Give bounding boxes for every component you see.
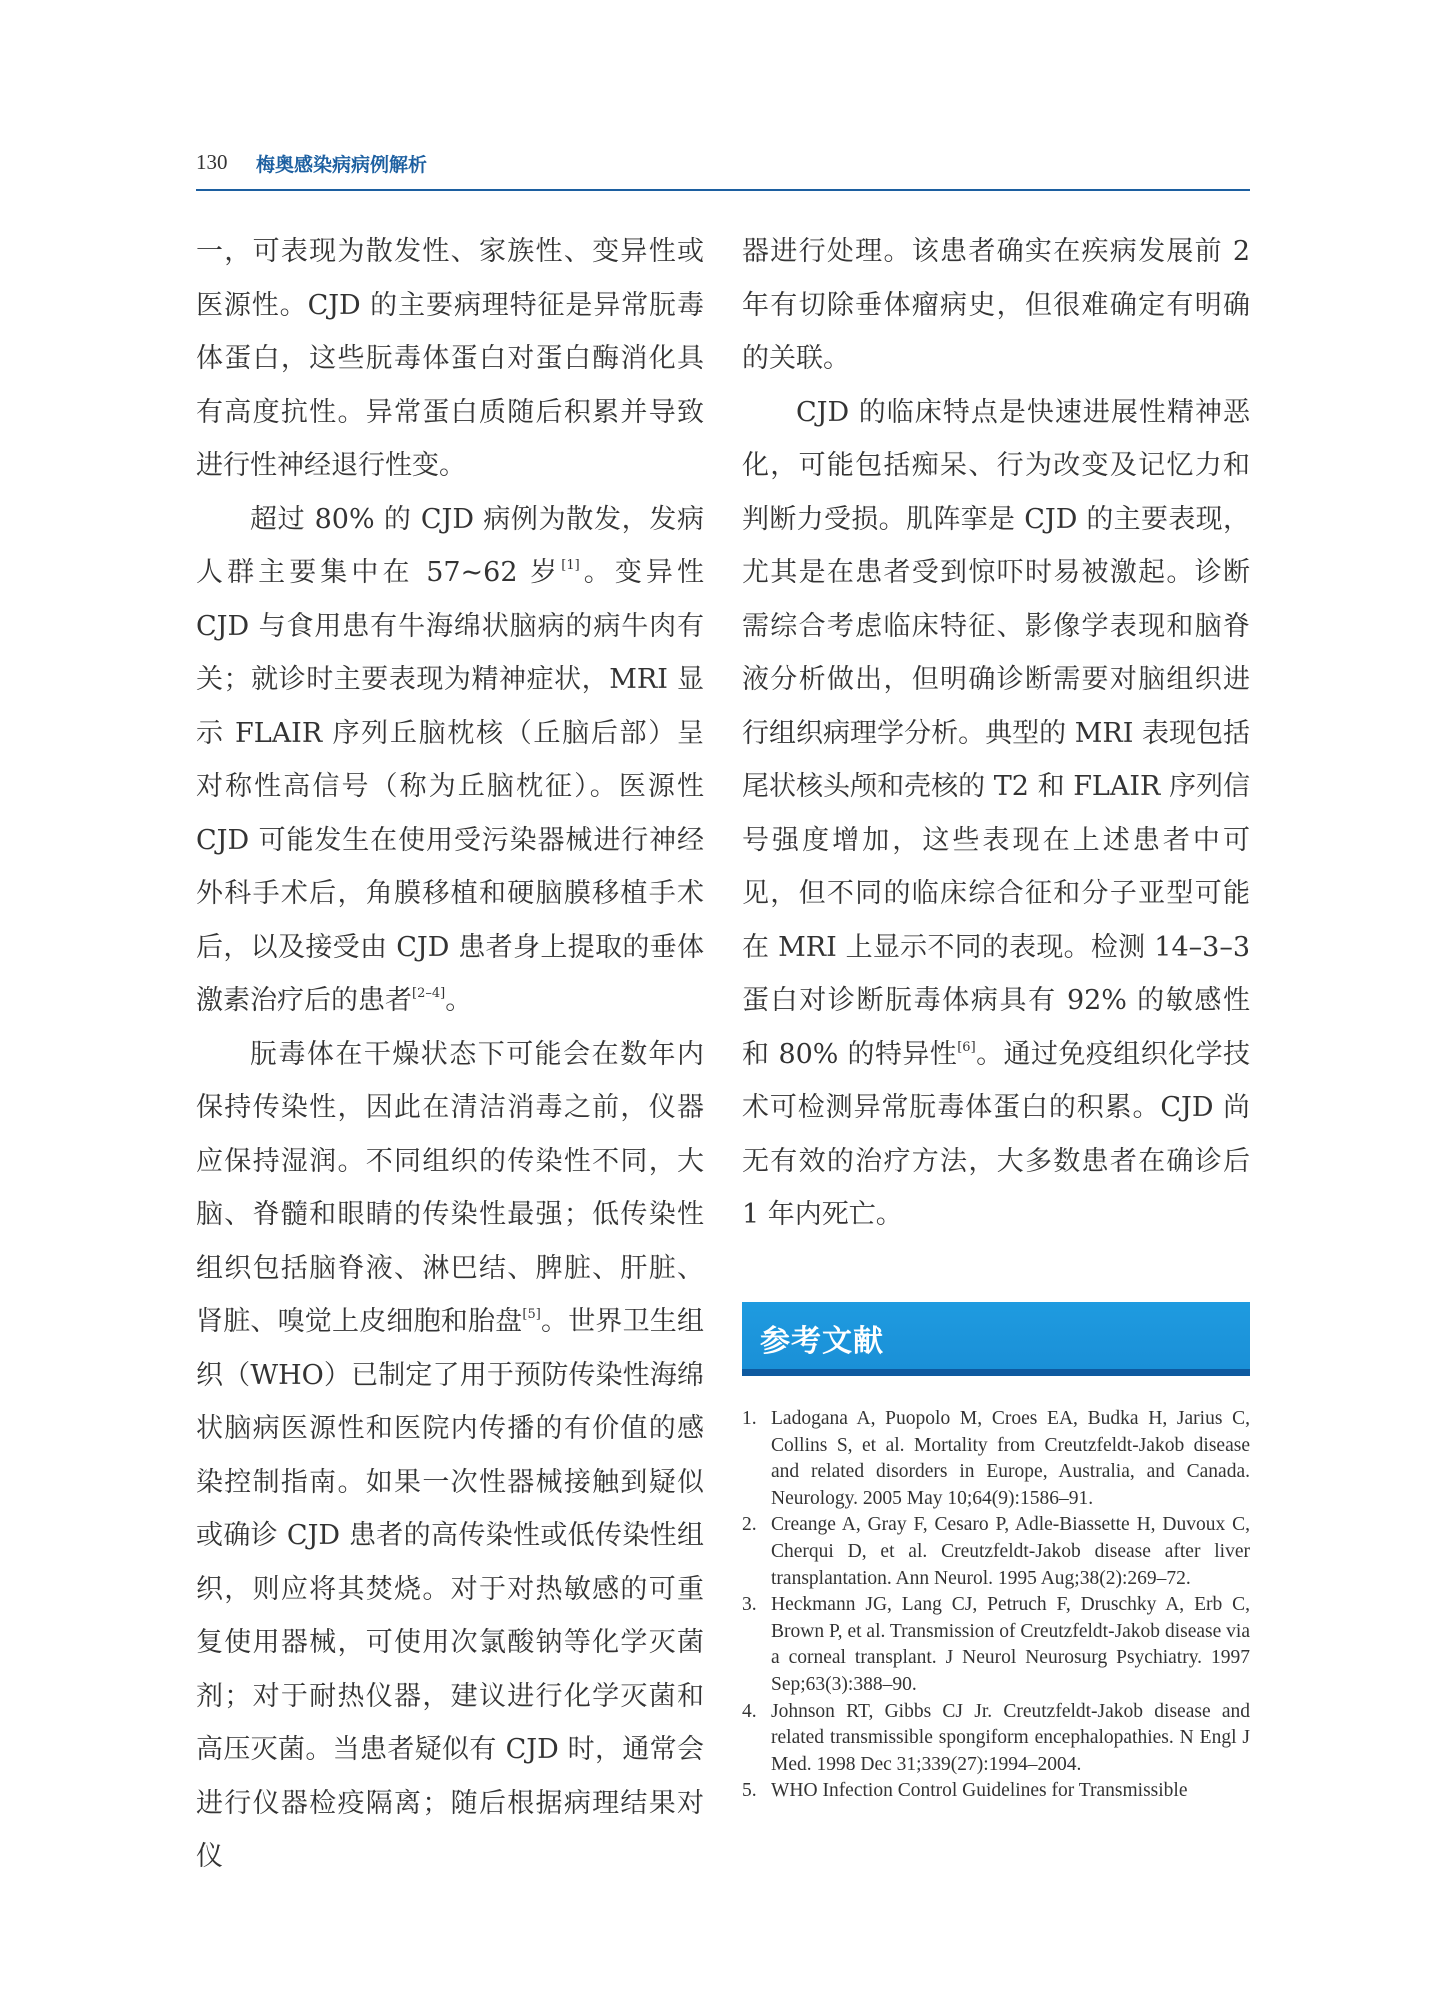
right-column bbox=[742, 225, 1250, 1242]
citation: [5] bbox=[522, 1307, 541, 1322]
references-heading-underline bbox=[742, 1369, 1250, 1376]
left-column bbox=[196, 225, 704, 1884]
paragraph: 超过 80% 的 CJD 病例为散发，发病人群主要集中在 57~62 岁[1]。变异性 CJD 与食用患有牛海绵状脑病的病牛肉有关；就诊时主要表现为精神症状，MRI 显示 FLAIR 序列丘脑枕核（丘脑后部）呈对称性高信号（称为丘脑枕征）。医源性CJD 可能发生在使用受污染器械进行神经外科手术后，角膜移植和硬脑膜移植手术后，以及接受由 CJD 患者身上提取的垂体激素治疗后的患者[2–4]。 bbox=[196, 503, 704, 1016]
reference-item: 4. Johnson RT, Gibbs CJ Jr. Creutzfeldt-Jakob disease and related transmissible spongiform encephalopathies. N Engl J Med. 1998 Dec 31;339(27):1994–2004. bbox=[742, 1700, 1250, 1775]
page-number: 130 bbox=[196, 150, 228, 174]
paragraph: 器进行处理。该患者确实在疾病发展前 2 年有切除垂体瘤病史，但很难确定有明确的关联。 bbox=[742, 236, 1250, 374]
paragraph: 一，可表现为散发性、家族性、变异性或医源性。CJD 的主要病理特征是异常朊毒体蛋白，这些朊毒体蛋白对蛋白酶消化具有高度抗性。异常蛋白质随后积累并导致进行性神经退行性变。 bbox=[196, 236, 704, 481]
header-rule bbox=[196, 189, 1250, 191]
book-title: 梅奥感染病病例解析 bbox=[256, 154, 428, 176]
references-heading: 参考文献 bbox=[760, 1324, 884, 1359]
page-header bbox=[196, 146, 1250, 186]
reference-item: 5. WHO Infection Control Guidelines for Transmissible bbox=[742, 1780, 1188, 1802]
reference-item: 2. Creange A, Gray F, Cesaro P, Adle-Biassette H, Duvoux C, Cherqui D, et al. Creutzfeldt-Jakob disease after liver transplantation. Ann Neurol. 1995 Aug;38(2):269–72. bbox=[742, 1514, 1250, 1589]
paragraph: 朊毒体在干燥状态下可能会在数年内保持传染性，因此在清洁消毒之前，仪器应保持湿润。不同组织的传染性不同，大脑、脊髓和眼睛的传染性最强；低传染性组织包括脑脊液、淋巴结、脾脏、肝脏、肾脏、嗅觉上皮细胞和胎盘[5]。世界卫生组织（WHO）已制定了用于预防传染性海绵状脑病医源性和医院内传播的有价值的感染控制指南。如果一次性器械接触到疑似或确诊 CJD 患者的高传染性或低传染性组织，则应将其焚烧。对于对热敏感的可重复使用器械，可使用次氯酸钠等化学灭菌剂；对于耐热仪器，建议进行化学灭菌和高压灭菌。当患者疑似有 CJD 时，通常会进行仪器检疫隔离；随后根据病理结果对仪 bbox=[196, 1038, 705, 1872]
references-list-container bbox=[742, 1406, 1262, 1810]
references-list bbox=[742, 1406, 1250, 1805]
reference-item: 1. Ladogana A, Puopolo M, Croes EA, Budka H, Jarius C, Collins S, et al. Mortality from Creutzfeldt-Jakob disease and related disorders in Europe, Australia, and Canada. Neurology. 2005 May 10;64(9):1586–91. bbox=[742, 1408, 1250, 1509]
citation: [1] bbox=[561, 558, 580, 573]
paragraph: CJD 的临床特点是快速进展性精神恶化，可能包括痴呆、行为改变及记忆力和判断力受损。肌阵挛是 CJD 的主要表现，尤其是在患者受到惊吓时易被激起。诊断需综合考虑临床特征、影像学表现和脑脊液分析做出，但明确诊断需要对脑组织进行组织病理学分析。典型的 MRI 表现包括尾状核头颅和壳核的 T2 和 FLAIR 序列信号强度增加，这些表现在上述患者中可见，但不同的临床综合征和分子亚型可能在 MRI 上显示不同的表现。检测 14–3–3 蛋白对诊断朊毒体病具有 92% 的敏感性和 80% 的特异性[6]。通过免疫组织化学技术可检测异常朊毒体蛋白的积累。CJD 尚无有效的治疗方法，大多数患者在确诊后 1 年内死亡。 bbox=[742, 396, 1251, 1230]
citation: [6] bbox=[957, 1039, 976, 1055]
reference-item: 3. Heckmann JG, Lang CJ, Petruch F, Druschky A, Erb C, Brown P, et al. Transmission of Creutzfeldt-Jakob disease via a corneal transplant. J Neurol Neurosurg Psychiatry. 1997 Sep;63(3):388–90. bbox=[742, 1594, 1250, 1695]
citation: [2–4] bbox=[412, 986, 446, 1001]
